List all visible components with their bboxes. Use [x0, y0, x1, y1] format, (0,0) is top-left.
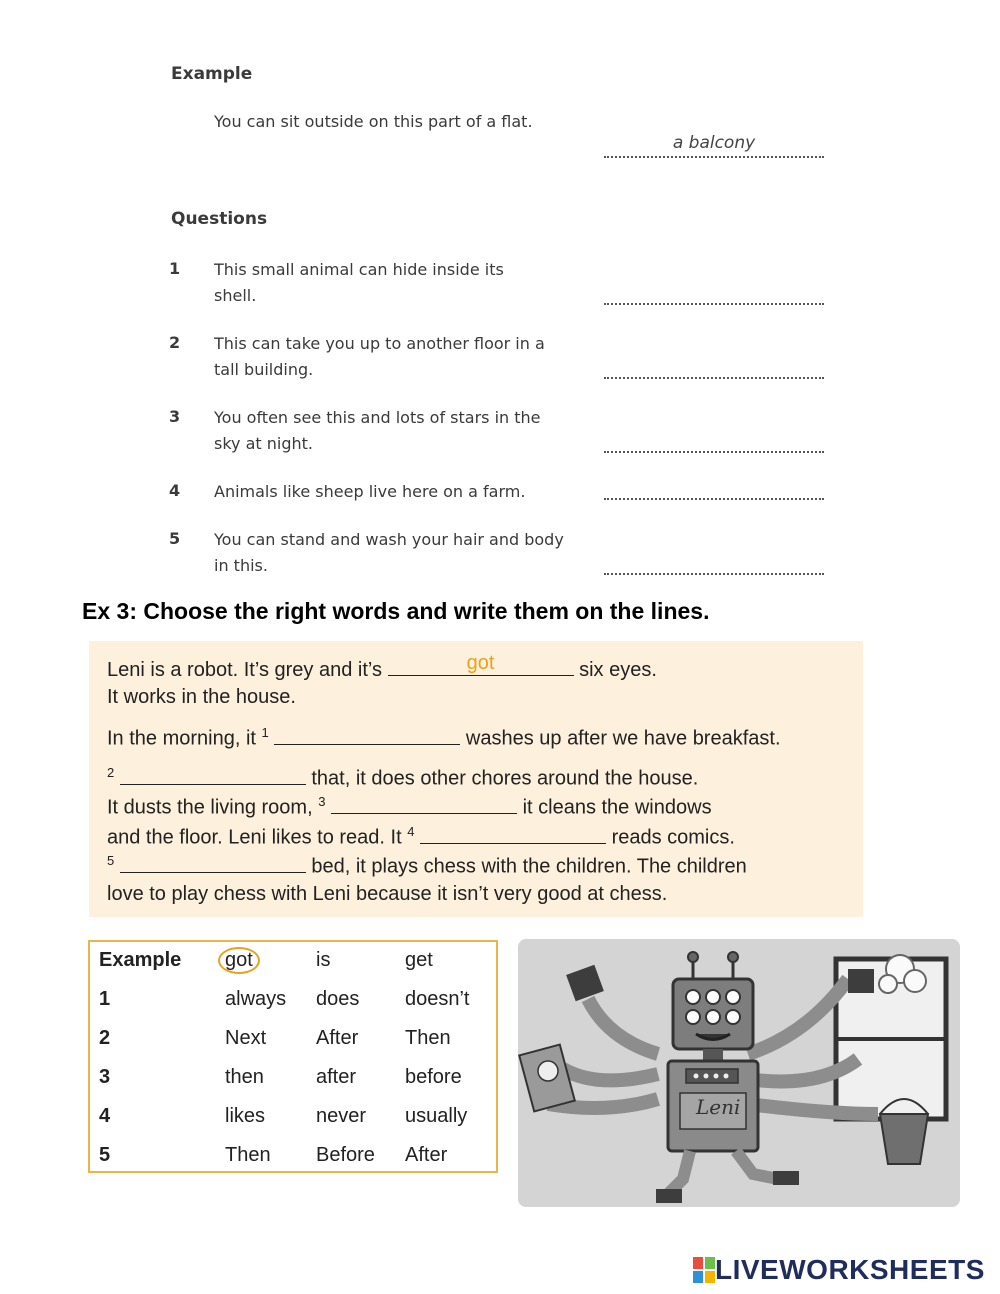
- robot-name-label: Leni: [696, 1095, 741, 1119]
- story-line: [107, 725, 781, 751]
- story-text: Leni is a robot. It’s grey and it’s: [107, 659, 382, 681]
- option[interactable]: Before: [316, 1144, 375, 1166]
- answer-line[interactable]: [604, 573, 824, 575]
- option: is: [316, 949, 331, 971]
- story-line: It works in the house.: [107, 686, 296, 708]
- answer-line[interactable]: [604, 451, 824, 453]
- table-row: [90, 981, 496, 1020]
- gap-1-blank[interactable]: [274, 726, 460, 745]
- gap-number: 4: [407, 824, 415, 839]
- option[interactable]: before: [405, 1066, 462, 1088]
- story-text: and the floor. Leni likes to read. It: [107, 826, 402, 849]
- robot-illustration: [518, 939, 960, 1207]
- row-label: 4: [99, 1105, 111, 1127]
- question-text: This small animal can hide inside its shell.: [214, 260, 504, 305]
- question-text: This can take you up to another floor in a tall building.: [214, 334, 545, 379]
- liveworksheets-logo[interactable]: [693, 1254, 985, 1286]
- option[interactable]: After: [405, 1144, 448, 1166]
- example-answer: a balcony: [672, 133, 756, 153]
- story-line: [107, 652, 657, 682]
- option[interactable]: never: [316, 1105, 367, 1127]
- story-line: [107, 765, 698, 791]
- table-row: [90, 1137, 496, 1176]
- option-circled: got: [218, 947, 260, 974]
- question-number: 1: [169, 259, 181, 278]
- option[interactable]: then: [225, 1066, 264, 1088]
- gap-5-blank[interactable]: [120, 854, 306, 873]
- question-number: 4: [169, 481, 181, 500]
- example-fill: got: [466, 652, 495, 674]
- exercise-title: Ex 3: Choose the right words and write them on the lines.: [82, 598, 710, 624]
- row-label: 2: [99, 1027, 111, 1049]
- question-number: 5: [169, 529, 181, 548]
- option[interactable]: after: [316, 1066, 357, 1088]
- story-line: [107, 794, 712, 820]
- example-blank: [388, 652, 574, 676]
- option[interactable]: After: [316, 1027, 359, 1049]
- story-line: love to play chess with Leni because it isn’t very good at chess.: [107, 883, 668, 905]
- story-line: [107, 824, 735, 850]
- gap-number: 5: [107, 853, 115, 868]
- story-text: it cleans the windows: [522, 796, 712, 819]
- table-row: [90, 1059, 496, 1098]
- row-label: 5: [99, 1144, 111, 1166]
- gap-4-blank[interactable]: [420, 825, 606, 844]
- answer-line[interactable]: [604, 498, 824, 500]
- row-label: 1: [99, 988, 111, 1010]
- question-number: 2: [169, 333, 181, 352]
- gap-number: 1: [261, 725, 269, 740]
- gap-number: 2: [107, 765, 115, 780]
- story-text: reads comics.: [611, 826, 735, 849]
- example-question: You can sit outside on this part of a flat.: [214, 112, 533, 131]
- question-number: 3: [169, 407, 181, 426]
- robot-drawing: [518, 939, 960, 1207]
- word-choice-table: [88, 940, 498, 1173]
- option[interactable]: Then: [405, 1027, 451, 1049]
- gap-3-blank[interactable]: [331, 795, 517, 814]
- gap-2-blank[interactable]: [120, 766, 306, 785]
- table-row: [90, 1020, 496, 1059]
- option[interactable]: Next: [225, 1027, 267, 1049]
- answer-line[interactable]: [604, 303, 824, 305]
- logo-icon: [693, 1257, 715, 1283]
- example-heading: Example: [171, 64, 253, 84]
- story-panel: [89, 641, 863, 917]
- option[interactable]: doesn’t: [405, 988, 470, 1010]
- option[interactable]: usually: [405, 1105, 468, 1127]
- story-text: bed, it plays chess with the children. The children: [311, 855, 747, 878]
- option: get: [405, 949, 433, 971]
- option[interactable]: likes: [225, 1105, 266, 1127]
- option[interactable]: Then: [225, 1144, 271, 1166]
- story-text: six eyes.: [579, 659, 657, 681]
- story-text: washes up after we have breakfast.: [465, 727, 781, 750]
- option[interactable]: always: [225, 988, 287, 1010]
- question-text: You can stand and wash your hair and body in this.: [214, 530, 564, 575]
- story-line: [107, 853, 747, 879]
- story-text: It dusts the living room,: [107, 796, 313, 819]
- option[interactable]: does: [316, 988, 360, 1010]
- gap-number: 3: [318, 794, 326, 809]
- answer-line[interactable]: [604, 377, 824, 379]
- table-row: [90, 942, 496, 981]
- question-text: Animals like sheep live here on a farm.: [214, 482, 526, 501]
- story-text: In the morning, it: [107, 727, 256, 750]
- example-answer-line: [604, 156, 824, 158]
- story-text: that, it does other chores around the house.: [311, 767, 699, 790]
- questions-heading: Questions: [171, 209, 268, 229]
- logo-text: LIVEWORKSHEETS: [715, 1254, 985, 1285]
- row-label: Example: [99, 949, 182, 971]
- row-label: 3: [99, 1066, 111, 1088]
- table-row: [90, 1098, 496, 1137]
- question-text: You often see this and lots of stars in the sky at night.: [214, 408, 541, 453]
